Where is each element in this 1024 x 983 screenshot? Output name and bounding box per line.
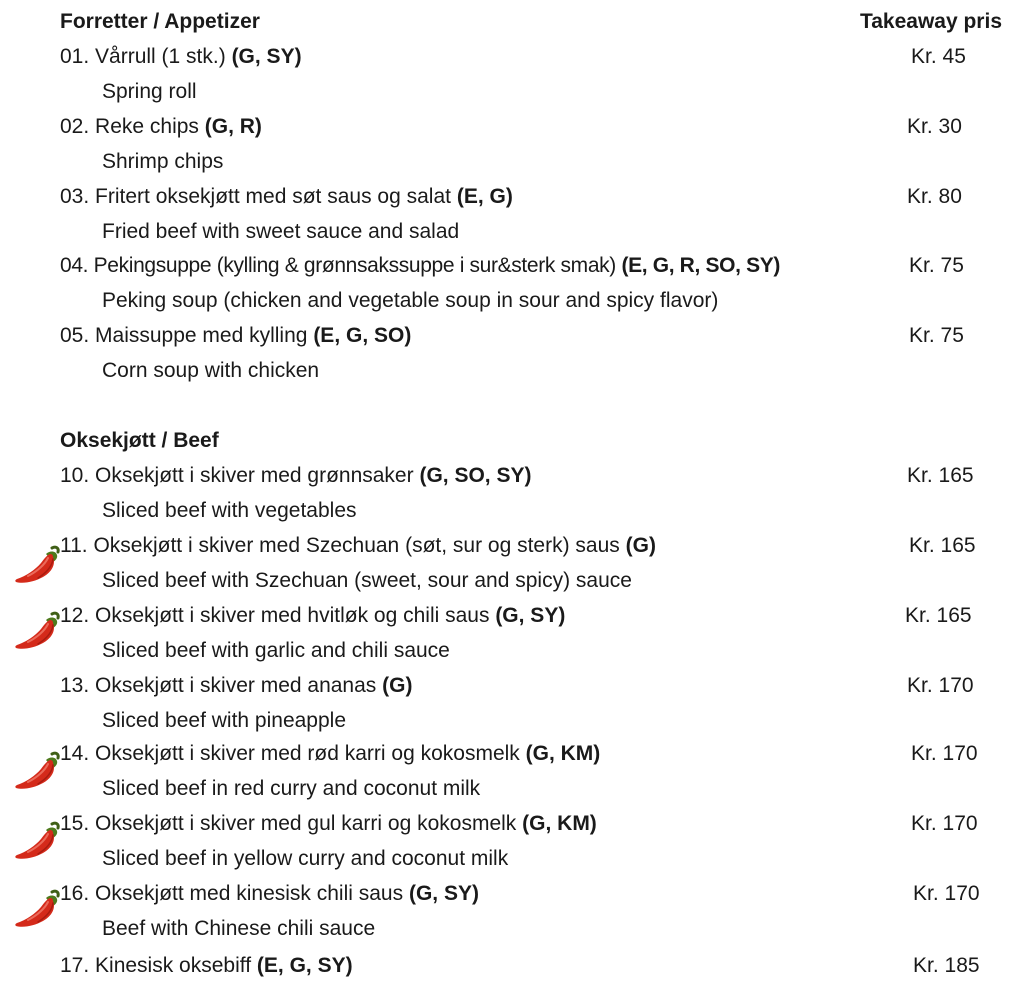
menu-item-13 <box>0 668 1024 703</box>
item-allergens: (E, G) <box>456 185 513 208</box>
item-name: 12. Oksekjøtt i skiver med hvitløk og chili saus <box>60 604 490 627</box>
item-price: Kr. 170 <box>911 812 978 835</box>
item-name: 15. Oksekjøtt i skiver med gul karri og kokosmelk <box>60 812 517 835</box>
item-english-name: Sliced beef in yellow curry and coconut milk <box>102 847 509 870</box>
item-allergens: (G, SO, SY) <box>419 464 532 487</box>
menu-item-04 <box>0 248 1024 283</box>
item-price: Kr. 170 <box>913 882 980 905</box>
item-english-name: Spring roll <box>102 80 197 103</box>
item-name: 01. Vårrull (1 stk.) <box>60 45 226 68</box>
menu-item-05-english <box>0 353 1024 388</box>
menu-item-01 <box>0 39 1024 74</box>
item-english-name: Peking soup (chicken and vegetable soup in sour and spicy flavor) <box>102 289 719 312</box>
item-english-name: Shrimp chips <box>102 150 224 173</box>
item-name: 14. Oksekjøtt i skiver med rød karri og kokosmelk <box>60 742 520 765</box>
menu-item-01-english <box>0 74 1024 109</box>
menu-item-15 <box>0 806 1024 841</box>
item-allergens: (G, KM) <box>525 742 601 765</box>
item-name: 10. Oksekjøtt i skiver med grønnsaker <box>60 464 414 487</box>
item-english-name: Sliced beef with garlic and chili sauce <box>102 639 450 662</box>
item-allergens: (G, SY) <box>495 604 566 627</box>
menu-item-13-english <box>0 703 1024 738</box>
menu-item-10-english <box>0 493 1024 528</box>
item-english-name: Fried beef with sweet sauce and salad <box>102 220 460 243</box>
item-allergens: (G) <box>382 674 413 697</box>
item-name: 05. Maissuppe med kylling <box>60 324 308 347</box>
menu-item-02 <box>0 109 1024 144</box>
item-name: 04. Pekingsuppe (kylling & grønnsakssuppe i sur&sterk smak) <box>60 254 616 277</box>
menu-item-05 <box>0 318 1024 353</box>
appetizer-header-row <box>0 4 1024 39</box>
item-english-name: Beef with Chinese chili sauce <box>102 917 376 940</box>
item-name: 11. Oksekjøtt i skiver med Szechuan (søt, sur og sterk) saus <box>60 534 620 557</box>
item-price: Kr. 80 <box>907 185 962 208</box>
item-name: 17. Kinesisk oksebiff <box>60 954 252 977</box>
menu-item-14-english <box>0 771 1024 806</box>
item-english-name: Sliced beef with Szechuan (sweet, sour and spicy) sauce <box>102 569 632 592</box>
menu-item-03 <box>0 179 1024 214</box>
item-name: 16. Oksekjøtt med kinesisk chili saus <box>60 882 404 905</box>
item-price: Kr. 170 <box>911 742 978 765</box>
menu-item-15-english <box>0 841 1024 876</box>
section-heading-beef: Oksekjøtt / Beef <box>60 429 219 452</box>
takeaway-price-header: Takeaway pris <box>859 10 1002 33</box>
section-heading-appetizer: Forretter / Appetizer <box>60 10 260 33</box>
menu-item-12 <box>0 598 1024 633</box>
menu-item-17 <box>0 948 1024 977</box>
menu-item-12-english <box>0 633 1024 668</box>
item-price: Kr. 185 <box>913 954 980 977</box>
item-price: Kr. 30 <box>907 115 962 138</box>
item-allergens: (G, KM) <box>522 812 597 835</box>
menu-item-03-english <box>0 214 1024 249</box>
item-english-name: Sliced beef with vegetables <box>102 499 357 522</box>
item-allergens: (G, SY) <box>408 882 479 905</box>
item-price: Kr. 75 <box>909 324 964 347</box>
item-price: Kr. 165 <box>905 604 972 627</box>
menu-item-11-english <box>0 563 1024 598</box>
item-price: Kr. 75 <box>909 254 964 277</box>
item-english-name: Corn soup with chicken <box>102 359 320 382</box>
item-allergens: (G) <box>625 534 656 557</box>
menu-item-02-english <box>0 144 1024 179</box>
item-name: 03. Fritert oksekjøtt med søt saus og salat <box>60 185 451 208</box>
item-english-name: Sliced beef with pineapple <box>102 709 347 732</box>
item-allergens: (G, SY) <box>231 45 302 68</box>
menu-item-11 <box>0 528 1024 563</box>
beef-header-row <box>0 423 1024 458</box>
item-price: Kr. 165 <box>909 534 976 557</box>
item-allergens: (E, G, R, SO, SY) <box>621 254 781 277</box>
menu-item-04-english <box>0 283 1024 318</box>
menu-item-10 <box>0 458 1024 493</box>
menu-item-16-english <box>0 911 1024 946</box>
item-price: Kr. 170 <box>907 674 974 697</box>
menu-item-14 <box>0 736 1024 771</box>
menu-item-16 <box>0 876 1024 911</box>
item-allergens: (G, R) <box>204 115 262 138</box>
item-name: 13. Oksekjøtt i skiver med ananas <box>60 674 377 697</box>
item-name: 02. Reke chips <box>60 115 199 138</box>
item-english-name: Sliced beef in red curry and coconut milk <box>102 777 481 800</box>
item-price: Kr. 45 <box>911 45 966 68</box>
item-allergens: (E, G, SY) <box>256 954 353 977</box>
item-price: Kr. 165 <box>907 464 974 487</box>
item-allergens: (E, G, SO) <box>313 324 412 347</box>
